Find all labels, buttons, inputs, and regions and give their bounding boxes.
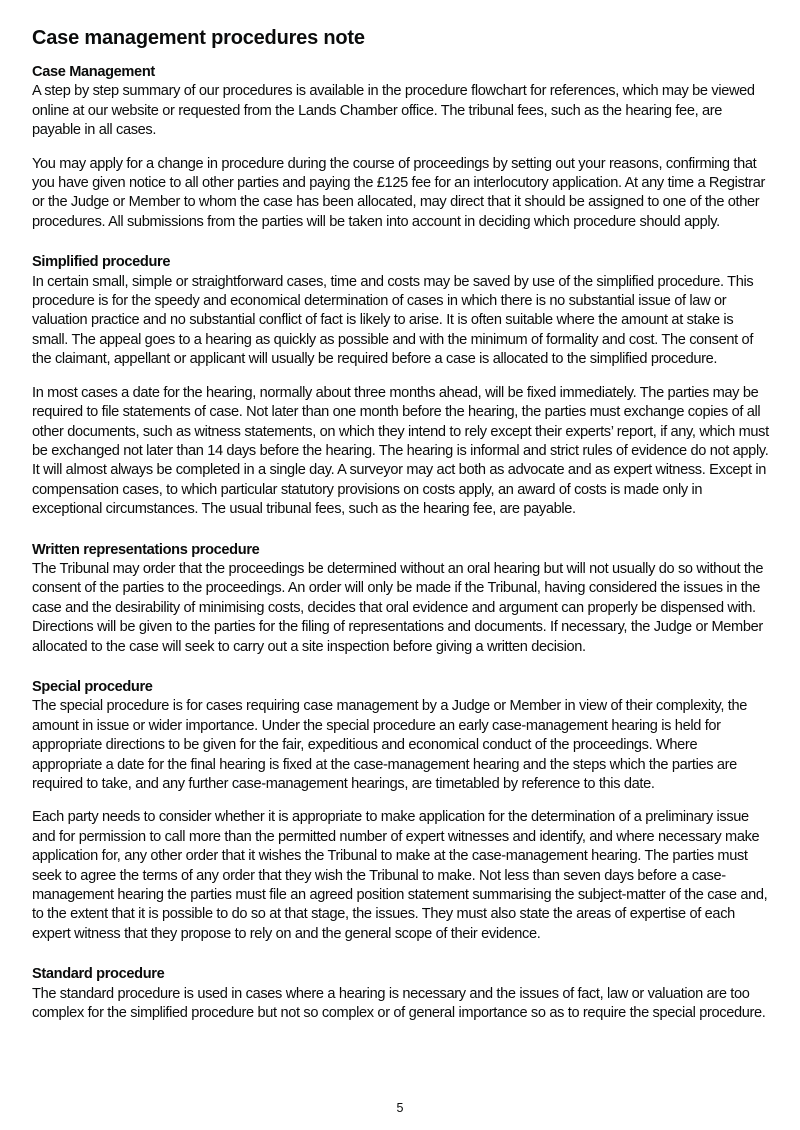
paragraph: The standard procedure is used in cases where a hearing is necessary and the issues of fact, law or valuation are too complex for the simplified procedure but not so complex or of general importance so as to require the special procedure. <box>32 985 766 1022</box>
paragraph: The Tribunal may order that the proceedings be determined without an oral hearing but will not usually do so without the consent of the parties to the proceedings. An order will only be made if the Tribunal, having considered the issues in the case and the desirability of minimising costs, decides that oral evidence and argument can properly be dispensed with. Directions will be given to the parties for the filing of representations and documents. If necessary, the Judge or Member allocated to the case will seek to carry out a site inspection before giving a written decision. <box>32 560 764 655</box>
section-heading-standard-procedure: Standard procedure <box>32 966 165 983</box>
section-heading-case-management: Case Management <box>32 64 155 80</box>
section-heading-special-procedure: Special procedure <box>32 678 153 695</box>
paragraph: A step by step summary of our procedures is available in the procedure flowchart for references, which may be viewed online at our website or requested from the Lands Chamber office. The tribunal fees, such as the hearing fee, are payable in all cases. <box>32 83 755 139</box>
section-simplified-procedure <box>32 253 770 519</box>
page-title: Case management procedures note <box>32 27 365 49</box>
page-number: 5 <box>396 1101 404 1115</box>
section-heading-simplified-procedure: Simplified procedure <box>32 254 171 271</box>
paragraph: In certain small, simple or straightforward cases, time and costs may be saved by use of the simplified procedure. This procedure is for the speedy and economical determination of cases in which there is no substantial issue of law or valuation practice and no substantial conflict of fact is likely to arise. It is often suitable where the amount at stake is small. The appeal goes to a hearing as quickly as possible and with the minimum of formality and cost. The consent of the claimant, appellant or applicant will usually be required before a case is allocated to the simplified procedure. <box>32 273 754 368</box>
section-special-procedure <box>32 678 770 944</box>
section-written-representations-procedure <box>32 541 770 657</box>
paragraph: The special procedure is for cases requiring case management by a Judge or Member in view of their complexity, the amount in issue or wider importance. Under the special procedure an early case-management hearing is held for appropriate directions to be given for the fair, expeditious and economical conduct of the proceedings. Where appropriate a date for the final hearing is fixed at the case-management hearing and the steps which the parties are required to take, and any further case-management hearings, are timetabled by reference to this date. <box>32 698 748 792</box>
paragraph: You may apply for a change in procedure during the course of proceedings by setting out your reasons, confirming that you have given notice to all other parties and paying the £125 fee for an interlocutory application. At any time a Registrar or the Judge or Member to whom the case has been allocated, may direct that it should be assigned to one of the other procedures. All submissions from the parties will be taken into account in deciding which procedure should apply. <box>32 155 765 230</box>
paragraph: In most cases a date for the hearing, normally about three months ahead, will be fixed immediately. The parties may be required to file statements of case. Not later than one month before the hearing, the parties must exchange copies of all other documents, such as witness statements, on which they intend to rely except their experts’ report, if any, which must be exchanged not later than 14 days before the hearing. The hearing is informal and strict rules of evidence do not apply. It will almost always be completed in a single day. A surveyor may act both as advocate and as expert witness. Except in compensation cases, to which particular statutory provisions on costs apply, an award of costs is made only in exceptional circumstances. The usual tribunal fees, such as the hearing fee, are payable. <box>32 384 769 518</box>
document-content <box>32 27 770 1023</box>
section-case-management <box>32 63 770 232</box>
section-heading-written-representations-procedure: Written representations procedure <box>32 541 260 558</box>
paragraph: Each party needs to consider whether it is appropriate to make application for the determination of a preliminary issue and for permission to call more than the permitted number of expert witnesses and identify, and where necessary make application for, any other order that it wishes the Tribunal to make at the case-management hearing. The parties must seek to agree the terms of any order that they wish the Tribunal to make. Not less than seven days before a case-management hearing the parties must file an agreed position statement summarising the subject-matter of the case and, to the extent that it is possible to do so at that stage, the issues. They must also state the areas of expertise of each expert witness that they propose to rely on and the general scope of their evidence. <box>32 809 768 942</box>
section-standard-procedure <box>32 965 770 1023</box>
